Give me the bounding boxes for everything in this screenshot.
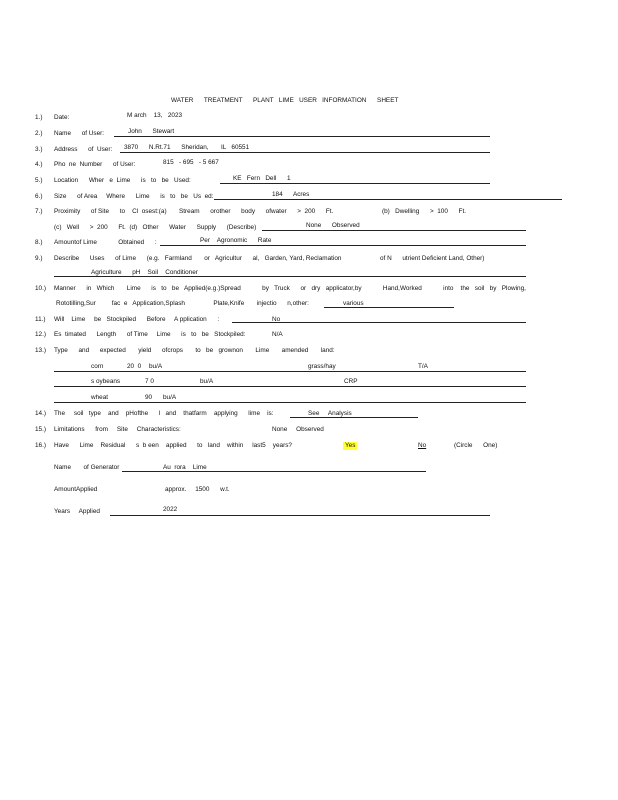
crop-yield: 90	[145, 394, 153, 401]
manner-value: various	[343, 300, 364, 307]
proximity-label: Proximity of Site to Cl osest:(a) Stream orother body ofwater > 200 Ft.	[54, 208, 334, 215]
years-applied-value: 2022	[163, 506, 178, 513]
underline	[110, 515, 490, 516]
item-number: 9.)	[35, 255, 43, 262]
item-number: 7.)	[35, 208, 43, 215]
underline	[54, 371, 526, 372]
underline	[220, 183, 490, 184]
stockpiled-value: No	[272, 316, 281, 323]
soil-label: The soil type and pHofthe l and thatfarm applying lime is:	[54, 410, 274, 417]
item-number: 15.)	[35, 426, 47, 433]
item-number: 12.)	[35, 331, 47, 338]
answer-yes[interactable]: Yes	[345, 442, 356, 449]
uses-value: Agriculture pH Soil Conditioner	[91, 269, 198, 276]
crop-yield: 7 0	[145, 378, 154, 385]
item-number: 4.)	[35, 161, 43, 168]
item-number: 1.)	[35, 114, 43, 121]
manner-line2: Rototilling,Sur fac e Application,Splash Plate,Knife injectio n,other:	[56, 300, 309, 307]
uses-label-cont: of N utrient Deficient Land, Other)	[380, 255, 485, 262]
generator-name-value: Au rora Lime	[163, 464, 207, 471]
crop-name: corn	[91, 363, 104, 370]
answer-no[interactable]: No	[418, 442, 427, 449]
uses-label: Describe Uses of Lime (e.g. Farmland or Agricultur al, Garden, Yard, Reclamation	[54, 255, 342, 262]
crop-unit: bu/A	[149, 363, 163, 370]
date-label: Date:	[54, 114, 70, 121]
underline	[324, 307, 454, 308]
item-number: 5.)	[35, 177, 43, 184]
crop-yield: 20 0	[127, 363, 142, 370]
crop-name-2: CRP	[344, 378, 358, 385]
phone-label: Pho ne Number of User:	[54, 161, 136, 168]
item-number: 11.)	[35, 316, 46, 323]
item-number: 16.)	[35, 442, 47, 449]
name-label: Name of User:	[54, 130, 105, 137]
underline	[232, 322, 526, 323]
crop-unit: bu/A	[163, 394, 177, 401]
crop-unit-2: T/A	[418, 363, 428, 370]
item-number: 10.)	[35, 285, 47, 292]
proximity-line2: (c) Well > 200 Ft. (d) Other Water Supply (Describe)	[54, 224, 257, 231]
generator-name-label: Name of Generator	[54, 464, 120, 471]
underline	[262, 230, 526, 231]
manner-label: Manner in Which Lime is to be Applied(e.g.)Spread by Truck or dry applicator,by Hand,Worked into the soil by Plowing,	[54, 285, 526, 292]
item-number: 2.)	[35, 130, 43, 137]
amount-applied-label: AmountApplied	[54, 486, 98, 493]
years-applied-label: Years Applied	[54, 508, 100, 515]
underline	[120, 152, 490, 153]
size-label: Size of Area Where Lime is to be Us ed:	[54, 193, 214, 200]
crop-name: s oybeans	[91, 378, 121, 385]
circle-one-note: (Circle One)	[454, 442, 498, 449]
underline	[114, 136, 490, 137]
item-number: 3.)	[35, 146, 43, 153]
residuals-label: Have Lime Residual s b een applied to land within last5 years?	[54, 442, 292, 449]
size-value: 184 Acres	[272, 191, 310, 198]
underline	[160, 245, 526, 246]
name-value: John Stewart	[128, 128, 175, 135]
address-value: 3870 N.Rt.71 Sheridan, IL 60551	[124, 144, 250, 151]
underline	[122, 471, 426, 472]
location-label: Location Wher e Lime is to be Used:	[54, 177, 191, 184]
date-value: M arch 13, 2023	[127, 112, 183, 119]
crop-unit: bu/A	[200, 378, 214, 385]
underline	[54, 386, 526, 387]
location-value: KE Fern Dell 1	[233, 175, 291, 182]
length-label: Es timated Length of Time Lime is to be Stockpiled:	[54, 331, 246, 338]
underline	[54, 276, 526, 277]
amount-label: Amountof Lime Obtained :	[54, 239, 157, 246]
amount-value: Per Agronomic Rate	[200, 237, 272, 244]
sheet-title: WATER TREATMENT PLANT LIME USER INFORMATION SHEET	[171, 97, 399, 104]
crop-name: wheat	[91, 394, 109, 401]
length-value: N/A	[272, 331, 283, 338]
crop-name-2: grass/hay	[308, 363, 336, 370]
item-number: 8.)	[35, 239, 43, 246]
crops-label: Type and expected yield ofcrops to be grownon Lime amended land:	[54, 347, 335, 354]
underline	[290, 417, 418, 418]
limitations-value: None Observed	[272, 426, 324, 433]
underline	[214, 199, 562, 200]
item-number: 13.)	[35, 347, 47, 354]
proximity-dwelling: (b) Dwelling > 100 Ft.	[382, 208, 466, 215]
stockpiled-label: Will Lime be Stockpiled Before A pplication :	[54, 316, 220, 323]
amount-applied-value: approx. 1500 w.t.	[165, 486, 230, 493]
address-label: Address of User:	[54, 146, 113, 153]
item-number: 6.)	[35, 193, 43, 200]
soil-value: See Analysis	[308, 410, 352, 417]
item-number: 14.)	[35, 410, 47, 417]
phone-value: 815 - 695 - 5 667	[163, 159, 219, 166]
proximity-value: None Observed	[306, 222, 360, 229]
limitations-label: Limitations from Site Characteristics:	[54, 426, 181, 433]
underline	[54, 402, 526, 403]
